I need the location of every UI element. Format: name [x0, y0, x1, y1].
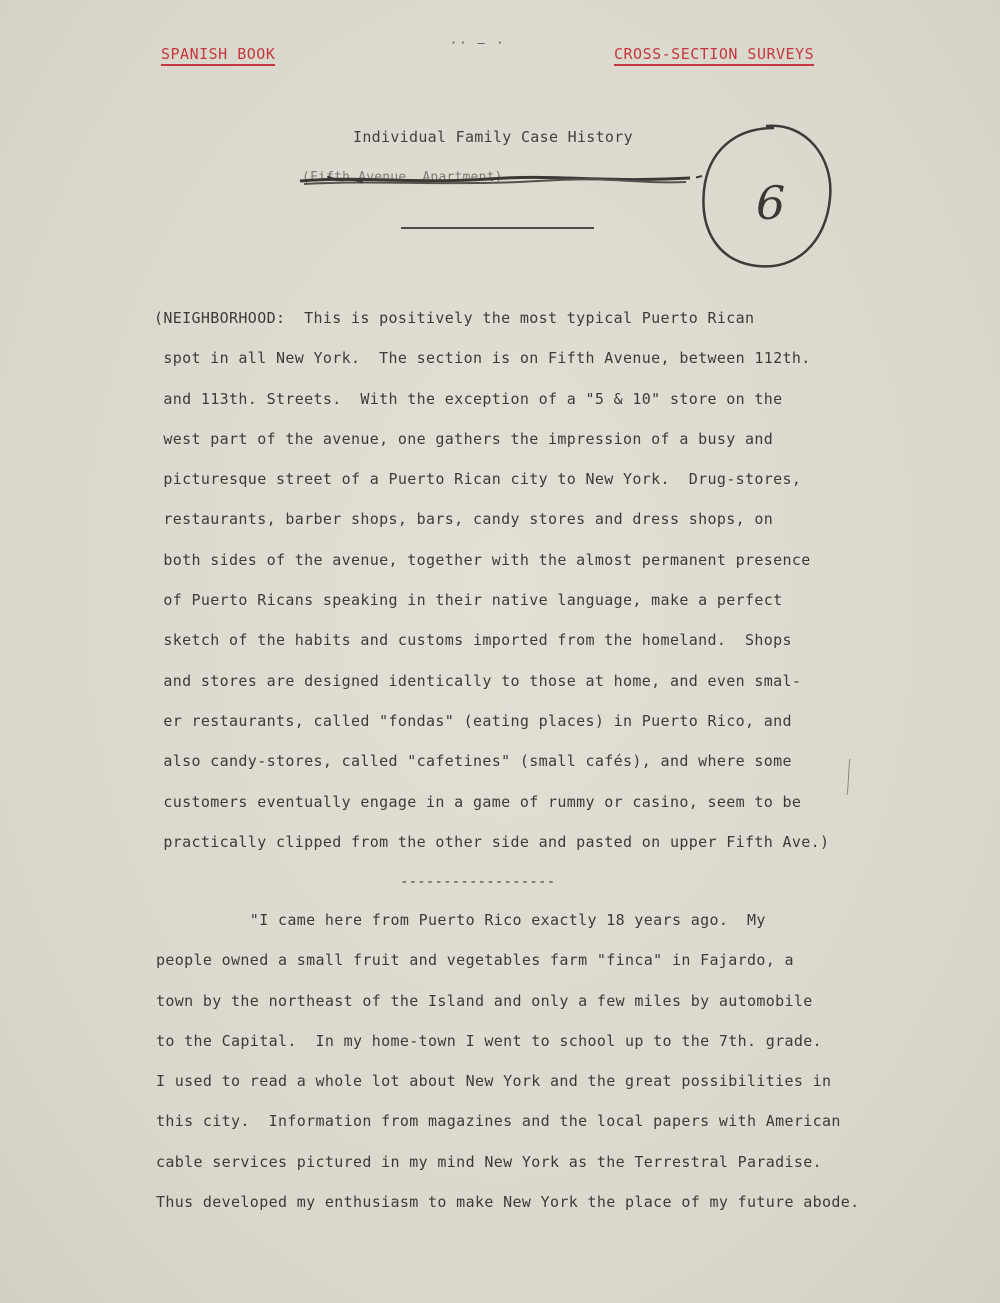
- text-line: sketch of the habits and customs imported from the homeland. Shops: [154, 631, 792, 650]
- header-stamp-mark: ·· — ·: [450, 36, 506, 50]
- text-line: to the Capital. In my home-town I went to school up to the 7th. grade.: [156, 1031, 823, 1050]
- text-line: also candy-stores, called "cafetines" (small cafés), and where some: [154, 752, 792, 771]
- text-line: and stores are designed identically to those at home, and even smal-: [154, 671, 802, 690]
- neighborhood-paragraph: [154, 298, 829, 862]
- struck-out-subtitle: [298, 170, 693, 190]
- text-line: customers eventually engage in a game of rummy or casino, seem to be: [154, 792, 802, 811]
- circled-number-annotation: [696, 118, 836, 278]
- text-line: of Puerto Ricans speaking in their native language, make a perfect: [154, 591, 783, 610]
- text-line: (NEIGHBORHOOD: This is positively the most typical Puerto Rican: [154, 309, 755, 327]
- text-line: and 113th. Streets. With the exception of a "5 & 10" store on the: [154, 389, 783, 408]
- text-line: both sides of the avenue, together with the almost permanent presence: [154, 550, 811, 569]
- margin-pencil-mark: [846, 757, 852, 797]
- text-line: er restaurants, called "fondas" (eating places) in Puerto Rico, and: [154, 711, 792, 730]
- text-line: "I came here from Puerto Rico exactly 18 years ago. My: [156, 911, 766, 929]
- header-left-label: SPANISH BOOK: [161, 45, 275, 66]
- text-line: spot in all New York. The section is on Fifth Avenue, between 112th.: [154, 349, 811, 368]
- text-line: practically clipped from the other side and pasted on upper Fifth Ave.): [154, 832, 830, 851]
- text-line: cable services pictured in my mind New York as the Terrestral Paradise.: [156, 1152, 823, 1171]
- strikethrough-scribble-icon: [298, 170, 693, 190]
- text-line: this city. Information from magazines and the local papers with American: [156, 1112, 841, 1131]
- narrative-paragraph: [156, 900, 860, 1222]
- circled-number: 6: [756, 176, 786, 230]
- text-line: town by the northeast of the Island and only a few miles by automobile: [156, 991, 813, 1010]
- text-line: restaurants, barber shops, bars, candy stores and dress shops, on: [154, 510, 774, 529]
- text-line: I used to read a whole lot about New York and the great possibilities in: [156, 1072, 832, 1091]
- title-underline: [401, 227, 594, 229]
- text-line: picturesque street of a Puerto Rican city to New York. Drug-stores,: [154, 470, 802, 489]
- struck-out-text: (Fifth Avenue, Apartment): [302, 170, 503, 185]
- header-right-label: CROSS-SECTION SURVEYS: [614, 45, 814, 66]
- text-line: people owned a small fruit and vegetables farm "finca" in Fajardo, a: [156, 951, 794, 970]
- document-title: Individual Family Case History: [353, 128, 633, 146]
- text-line: Thus developed my enthusiasm to make New York the place of my future abode.: [156, 1193, 860, 1212]
- section-divider: ------------------: [400, 874, 556, 890]
- text-line: west part of the avenue, one gathers the impression of a busy and: [154, 429, 774, 448]
